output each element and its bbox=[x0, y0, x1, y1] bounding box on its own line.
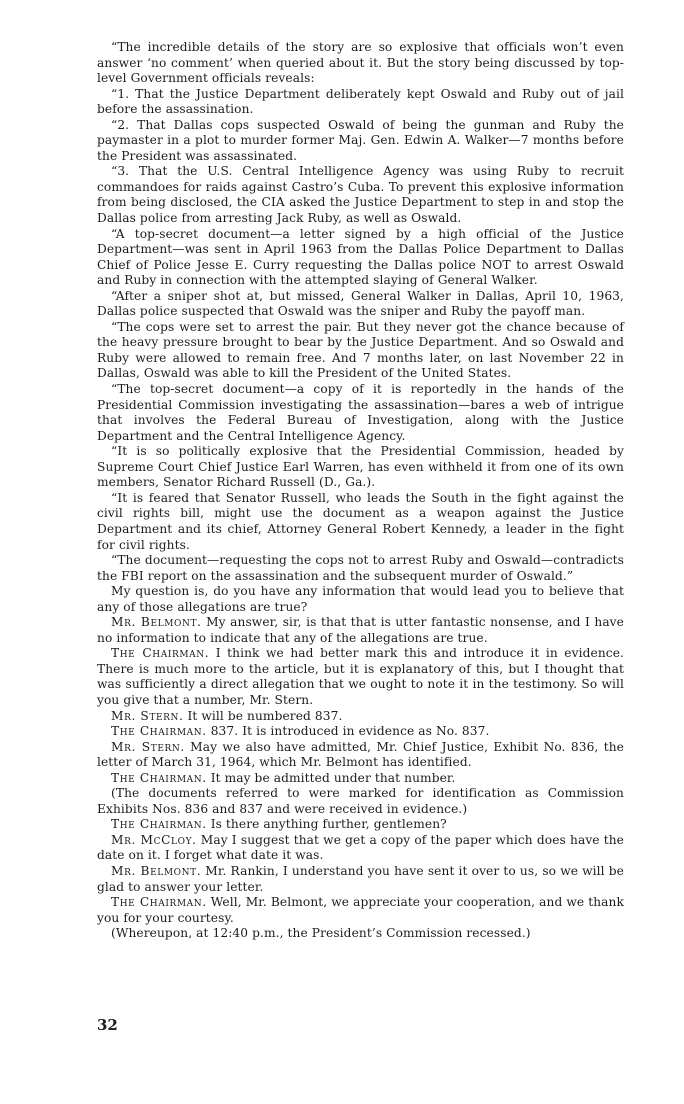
paragraph-quote-sniper: “After a sniper shot at, but missed, General Walker in Dallas, April 10, 1963, Dallas police suspected that Oswald was the sniper and Ruby the payoff man. bbox=[97, 288, 624, 319]
paragraph-quote-russell: “It is feared that Senator Russell, who leads the South in the fight against the civil rights bill, might use the document as a weapon against the Justice Department and its chief, Attorney General Robert Kennedy, a leader in the fight for civil rights. bbox=[97, 490, 624, 552]
paragraph-quote-item-3: “3. That the U.S. Central Intelligence Agency was using Ruby to recruit commandoes for raids against Castro’s Cuba. To prevent this explosive information from being disclosed, the CIA asked the Justice Department to step in and stop the Dallas police from arresting Jack Ruby, as well as Oswald. bbox=[97, 164, 624, 226]
speaker-name: Mr. Stern. bbox=[111, 739, 185, 754]
paragraph-quote-explosive: “It is so politically explosive that the Presidential Commission, headed by Supreme Court Chief Justice Earl Warren, has even withheld it from one of its own members, Senator Richard Russell (D., Ga.). bbox=[97, 444, 624, 490]
speaker-name: The Chairman. bbox=[111, 770, 207, 785]
paragraph-testimony: The Chairman. Well, Mr. Belmont, we appreciate your cooperation, and we thank you for your courtesy. bbox=[97, 895, 624, 925]
paragraph-quote-document: “A top-secret document—a letter signed by a high official of the Justice Department—was sent in April 1963 from the Dallas Police Department to Dallas Chief of Police Jesse E. Curry requesting the Dallas police NOT to arrest Oswald and Ruby in connection with the attempted slaying of General Walker. bbox=[97, 226, 624, 288]
speaker-name: Mr. Belmont. bbox=[111, 863, 202, 878]
paragraph-question: My question is, do you have any information that would lead you to believe that any of those allegations are true? bbox=[97, 584, 624, 614]
paragraph-quote-contradicts: “The document—requesting the cops not to arrest Ruby and Oswald—contradicts the FBI report on the assassination and the subsequent murder of Oswald.” bbox=[97, 553, 624, 583]
speaker-name: Mr. Stern. bbox=[111, 708, 184, 723]
speaker-name: Mr. Belmont. bbox=[111, 615, 202, 630]
paragraph-testimony: The Chairman. Is there anything further, gentlemen? bbox=[111, 817, 447, 832]
paragraph-quote-topsecret: “The top-secret document—a copy of it is reportedly in the hands of the Presidential Commission investigating the assassination—bares a web of intrigue that involves the Federal Bureau of Investigation, along with the Justice Department and the Central Intelligence Agency. bbox=[97, 382, 624, 443]
paragraph-testimony: Mr. Stern. It will be numbered 837. bbox=[111, 708, 343, 723]
body-text bbox=[97, 40, 624, 942]
paragraph-testimony: The Chairman. 837. It is introduced in evidence as No. 837. bbox=[111, 724, 490, 739]
paragraph-testimony: The Chairman. I think we had better mark this and introduce it in evidence. There is much more to the article, but it is explanatory of this, but I thought that was sufficiently a direct allegation that we ought to note it in the testimony. So will you give that a number, Mr. Stern. bbox=[97, 646, 624, 707]
paragraph-exhibit-note: (The documents referred to were marked for identification as Commission Exhibits Nos. 836 and 837 and were received in evidence.) bbox=[97, 786, 624, 816]
paragraph-quote-intro: “The incredible details of the story are so explosive that officials won’t even answer ‘no comment’ when queried about it. But the story being discussed by top-level Government officials reveals: bbox=[97, 40, 624, 86]
paragraph-quote-item-1: “1. That the Justice Department deliberately kept Oswald and Ruby out of jail before the assassination. bbox=[97, 86, 624, 117]
paragraph-testimony: The Chairman. It may be admitted under that number. bbox=[111, 770, 456, 785]
speaker-name: Mr. McCloy. bbox=[111, 832, 197, 847]
paragraph-testimony: Mr. Stern. May we also have admitted, Mr. Chief Justice, Exhibit No. 836, the letter of March 31, 1964, which Mr. Belmont has identified. bbox=[97, 739, 624, 770]
speaker-name: The Chairman. bbox=[111, 817, 207, 832]
paragraph-quote-item-2: “2. That Dallas cops suspected Oswald of being the gunman and Ruby the paymaster in a plot to murder former Maj. Gen. Edwin A. Walker—7 months before the President was assassinated. bbox=[97, 117, 624, 163]
paragraph-quote-cops: “The cops were set to arrest the pair. But they never got the chance because of the heavy pressure brought to bear by the Justice Department. And so Oswald and Ruby were allowed to remain free. And 7 months later, on last November 22 in Dallas, Oswald was able to kill the President of the United States. bbox=[97, 319, 624, 381]
page-number: 32 bbox=[97, 1016, 118, 1034]
speaker-name: The Chairman. bbox=[111, 724, 207, 739]
speaker-name: The Chairman. bbox=[111, 646, 210, 661]
paragraph-recess-note: (Whereupon, at 12:40 p.m., the President’s Commission recessed.) bbox=[111, 926, 531, 941]
paragraph-testimony: Mr. Belmont. My answer, sir, is that that is utter fantastic nonsense, and I have no information to indicate that any of the allegations are true. bbox=[97, 615, 624, 645]
paragraph-testimony: Mr. Belmont. Mr. Rankin, I understand you have sent it over to us, so we will be glad to answer your letter. bbox=[97, 863, 624, 894]
paragraph-testimony: Mr. McCloy. May I suggest that we get a copy of the paper which does have the date on it. I forget what date it was. bbox=[97, 832, 624, 863]
speaker-name: The Chairman. bbox=[111, 895, 207, 910]
